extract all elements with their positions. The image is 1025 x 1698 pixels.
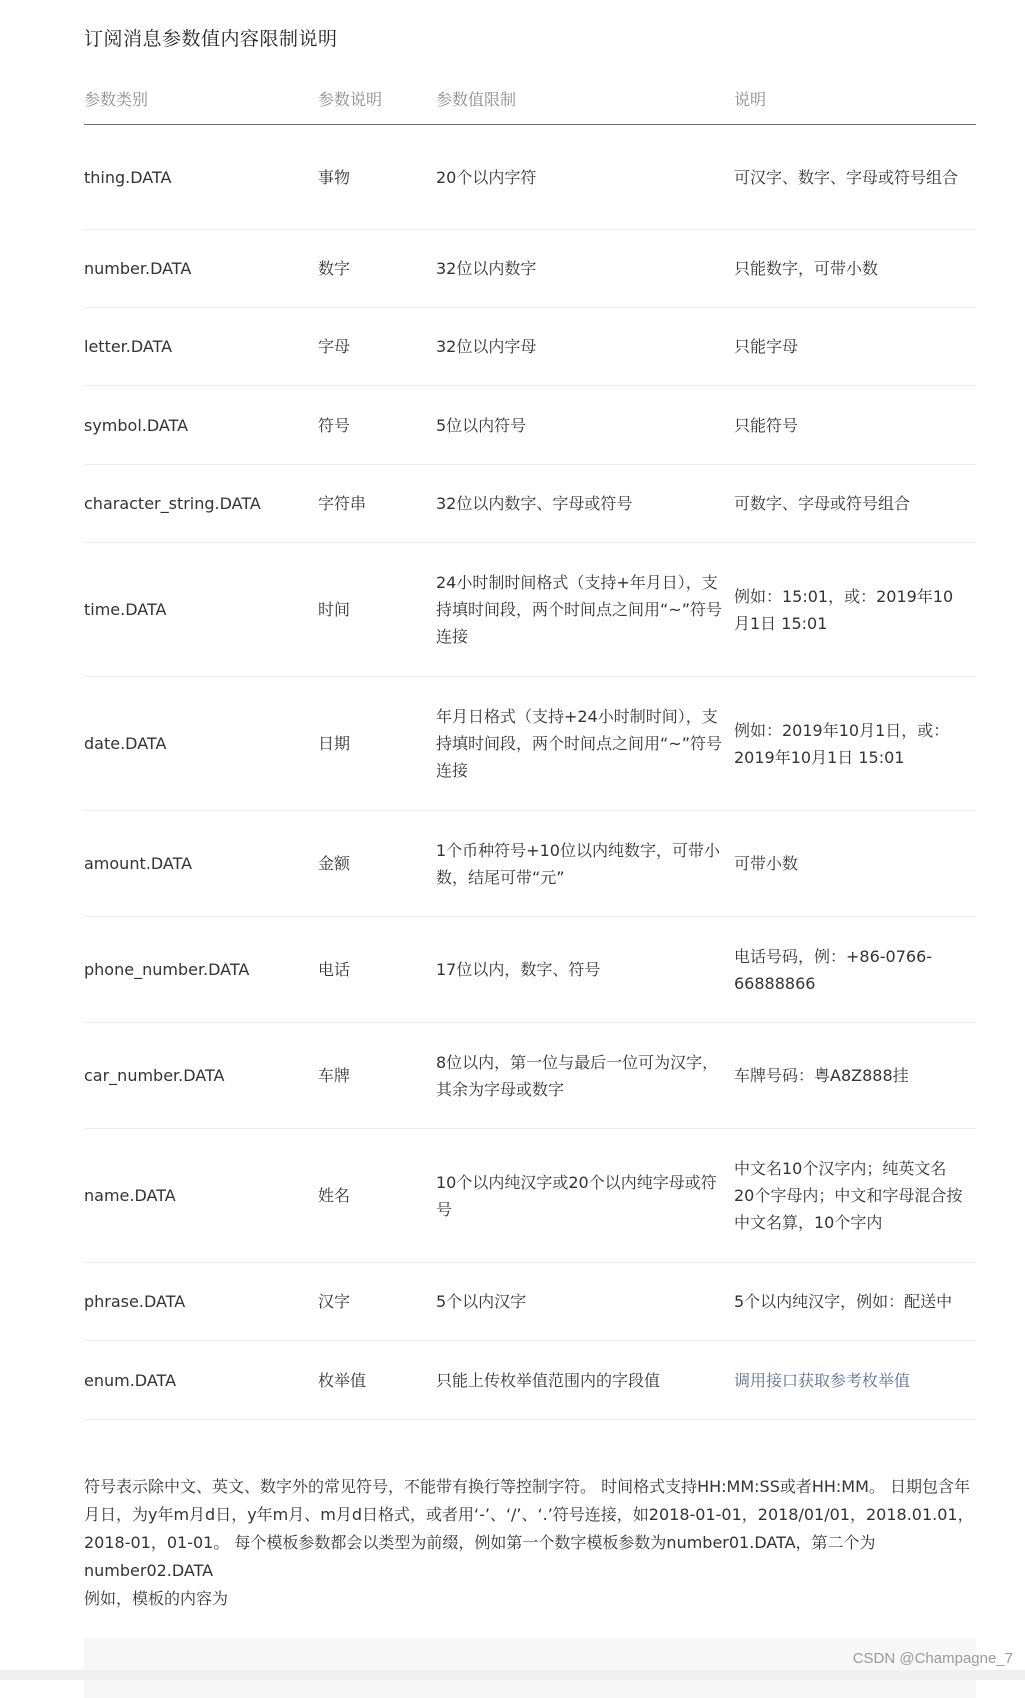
params-table: [84, 73, 976, 1420]
cell-note: 例如：2019年10月1日，或：2019年10月1日 15:01: [734, 677, 976, 811]
cell-param-desc: 符号: [318, 386, 436, 465]
table-row: [84, 1263, 976, 1341]
cell-param-desc: 字母: [318, 308, 436, 386]
cell-note: 只能数字，可带小数: [734, 230, 976, 308]
cell-param-limit: 17位以内，数字、符号: [436, 917, 734, 1023]
cell-param-limit: 5个以内汉字: [436, 1263, 734, 1341]
cell-note: 可带小数: [734, 811, 976, 917]
cell-note: 可汉字、数字、字母或符号组合: [734, 125, 976, 230]
header-param-limit: 参数值限制: [436, 73, 734, 125]
bottom-divider: [0, 1670, 1025, 1680]
cell-note: 只能符号: [734, 386, 976, 465]
notes-paragraph: 符号表示除中文、英文、数字外的常见符号，不能带有换行等控制字符。 时间格式支持HH:MM:SS或者HH:MM。 日期包含年月日，为y年m月d日，y年m月、m月d日格式，或者用‘-’、‘/’、‘.’符号连接，如2018-01-01，2018/01/01，2018.01.01，2018-01，01-01。 每个模板参数都会以类型为前缀，例如第一个数字模板参数为number01.DATA，第二个为number02.DATA: [84, 1477, 974, 1580]
cell-param-limit: 5位以内符号: [436, 386, 734, 465]
cell-param-limit: 1个币种符号+10位以内纯数字，可带小数，结尾可带“元”: [436, 811, 734, 917]
table-row: [84, 125, 976, 230]
table-row: [84, 230, 976, 308]
header-param-type: 参数类别: [84, 73, 318, 125]
cell-param-desc: 枚举值: [318, 1341, 436, 1420]
cell-param-limit: 年月日格式（支持+24小时制时间），支持填时间段，两个时间点之间用“~”符号连接: [436, 677, 734, 811]
cell-param-type: amount.DATA: [84, 811, 318, 917]
table-row: [84, 465, 976, 543]
cell-param-type: symbol.DATA: [84, 386, 318, 465]
cell-param-desc: 汉字: [318, 1263, 436, 1341]
table-row: [84, 1129, 976, 1263]
cell-param-type: thing.DATA: [84, 125, 318, 230]
cell-param-desc: 电话: [318, 917, 436, 1023]
table-row: [84, 1023, 976, 1129]
cell-param-type: enum.DATA: [84, 1341, 318, 1420]
cell-param-desc: 金额: [318, 811, 436, 917]
cell-param-limit: 24小时制时间格式（支持+年月日），支持填时间段，两个时间点之间用“~”符号连接: [436, 543, 734, 677]
cell-param-desc: 日期: [318, 677, 436, 811]
cell-note: 车牌号码：粤A8Z888挂: [734, 1023, 976, 1129]
cell-param-type: number.DATA: [84, 230, 318, 308]
cell-param-type: name.DATA: [84, 1129, 318, 1263]
cell-param-desc: 字符串: [318, 465, 436, 543]
cell-note: 中文名10个汉字内；纯英文名20个字母内；中文和字母混合按中文名算，10个字内: [734, 1129, 976, 1263]
cell-param-limit: 8位以内，第一位与最后一位可为汉字，其余为字母或数字: [436, 1023, 734, 1129]
cell-param-type: date.DATA: [84, 677, 318, 811]
cell-param-type: phrase.DATA: [84, 1263, 318, 1341]
cell-param-limit: 32位以内字母: [436, 308, 734, 386]
table-row: [84, 1341, 976, 1420]
cell-param-limit: 只能上传枚举值范围内的字段值: [436, 1341, 734, 1420]
table-row: [84, 917, 976, 1023]
page-title: 订阅消息参数值内容限制说明: [84, 28, 338, 50]
cell-note: 只能字母: [734, 308, 976, 386]
cell-param-desc: 事物: [318, 125, 436, 230]
table-row: [84, 811, 976, 917]
table-header-row: [84, 73, 976, 125]
cell-param-type: car_number.DATA: [84, 1023, 318, 1129]
cell-param-type: phone_number.DATA: [84, 917, 318, 1023]
cell-param-limit: 32位以内数字、字母或符号: [436, 465, 734, 543]
table-row: [84, 386, 976, 465]
header-note: 说明: [734, 73, 976, 125]
cell-note: 可数字、字母或符号组合: [734, 465, 976, 543]
table-row: [84, 543, 976, 677]
cell-param-desc: 时间: [318, 543, 436, 677]
cell-param-type: time.DATA: [84, 543, 318, 677]
cell-param-desc: 姓名: [318, 1129, 436, 1263]
table-row: [84, 677, 976, 811]
cell-param-desc: 车牌: [318, 1023, 436, 1129]
cell-param-limit: 10个以内纯汉字或20个以内纯字母或符号: [436, 1129, 734, 1263]
cell-param-type: character_string.DATA: [84, 465, 318, 543]
example-label: 例如，模板的内容为: [84, 1589, 229, 1608]
code-block: [84, 1638, 976, 1698]
cell-note: 例如：15:01，或：2019年10月1日 15:01: [734, 543, 976, 677]
watermark: CSDN @Champagne_7: [852, 1650, 1013, 1667]
cell-note: 电话号码，例：+86-0766-66888866: [734, 917, 976, 1023]
cell-param-limit: 32位以内数字: [436, 230, 734, 308]
cell-param-desc: 数字: [318, 230, 436, 308]
cell-note: 5个以内纯汉字，例如：配送中: [734, 1263, 976, 1341]
enum-reference-link[interactable]: 调用接口获取参考枚举值: [734, 1341, 976, 1420]
header-param-desc: 参数说明: [318, 73, 436, 125]
cell-param-type: letter.DATA: [84, 308, 318, 386]
table-row: [84, 308, 976, 386]
cell-param-limit: 20个以内字符: [436, 125, 734, 230]
